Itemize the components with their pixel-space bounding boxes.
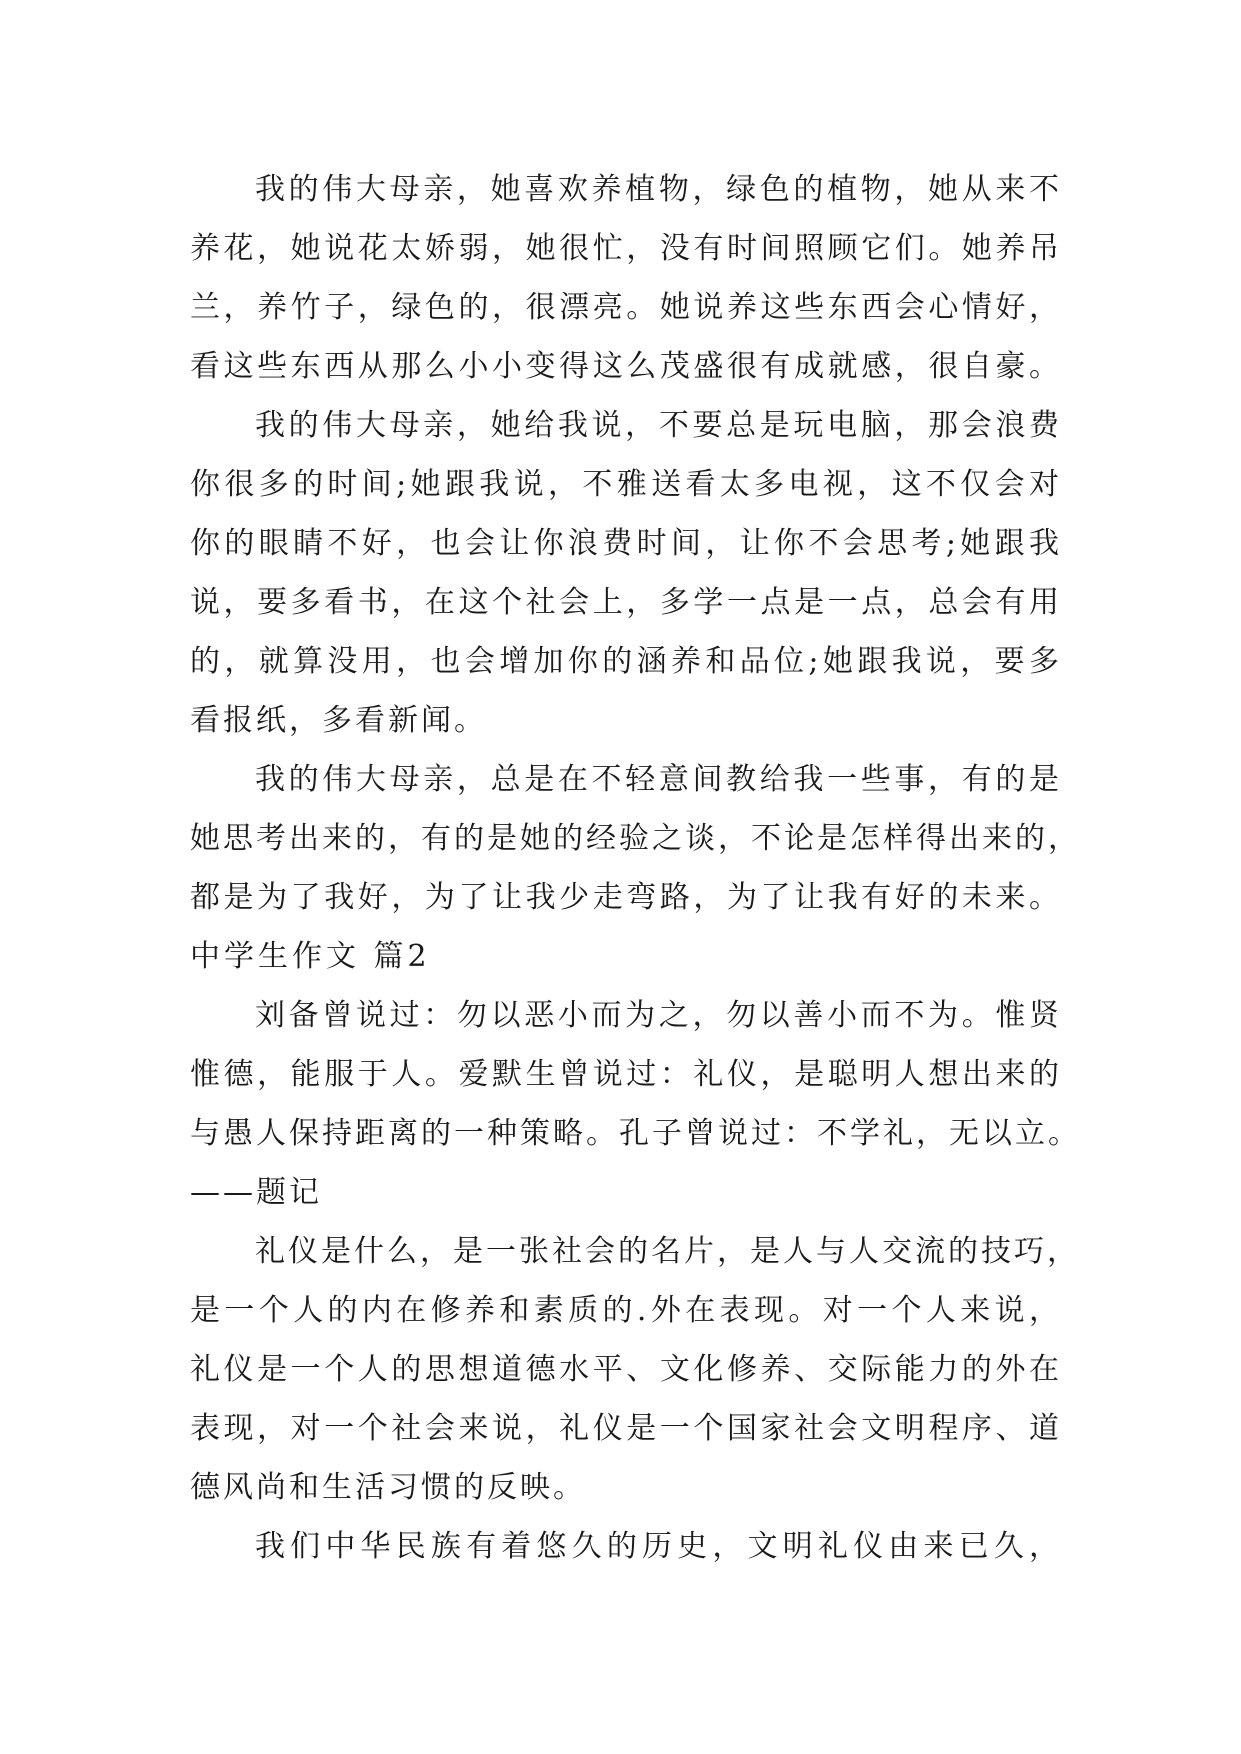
paragraph-line: 与愚人保持距离的一种策略。孔子曾说过：不学礼，无以立。: [190, 1116, 1081, 1151]
paragraph-line: 都是为了我好，为了让我少走弯路，为了让我有好的未来。: [190, 880, 1062, 915]
paragraph-line: 你的眼睛不好，也会让你浪费时间，让你不会思考;她跟我: [190, 526, 1062, 561]
document-body: [190, 160, 1081, 1576]
paragraph-line: 她思考出来的，有的是她的经验之谈，不论是怎样得出来的，: [190, 821, 1081, 856]
paragraph-line: 我们中华民族有着悠久的历史，文明礼仪由来已久，: [255, 1529, 1062, 1564]
paragraph-line: 说，要多看书，在这个社会上，多学一点是一点，总会有用: [190, 585, 1062, 620]
paragraph-line: 兰，养竹子，绿色的，很漂亮。她说养这些东西会心情好，: [190, 290, 1062, 325]
paragraph-line: 惟德，能服于人。爱默生曾说过：礼仪，是聪明人想出来的: [190, 1057, 1062, 1092]
paragraph-line: 表现，对一个社会来说，礼仪是一个国家社会文明程序、道: [190, 1411, 1062, 1446]
paragraph-line: 刘备曾说过：勿以恶小而为之，勿以善小而不为。惟贤: [255, 998, 1062, 1033]
paragraph-line: 礼仪是一个人的思想道德水平、文化修养、交际能力的外在: [190, 1352, 1062, 1387]
paragraph-line: 我的伟大母亲，总是在不轻意间教给我一些事，有的是: [255, 762, 1062, 797]
paragraph-line: 是一个人的内在修养和素质的.外在表现。对一个人来说，: [190, 1293, 1062, 1328]
paragraph-line: 的，就算没用，也会增加你的涵养和品位;她跟我说，要多: [190, 644, 1062, 679]
paragraph-line: 看报纸，多看新闻。: [190, 703, 487, 738]
paragraph-line: 德风尚和生活习惯的反映。: [190, 1470, 586, 1505]
paragraph-line: 你很多的时间;她跟我说，不雅送看太多电视，这不仅会对: [190, 467, 1062, 502]
paragraph-line: 我的伟大母亲，她给我说，不要总是玩电脑，那会浪费: [255, 408, 1062, 443]
paragraph-line: 我的伟大母亲，她喜欢养植物，绿色的植物，她从来不: [255, 172, 1062, 207]
epigraph-attribution: ——题记: [190, 1175, 322, 1210]
section-heading: 中学生作文 篇2: [190, 939, 431, 974]
paragraph-line: 礼仪是什么，是一张社会的名片，是人与人交流的技巧，: [255, 1234, 1080, 1269]
paragraph-line: 养花，她说花太娇弱，她很忙，没有时间照顾它们。她养吊: [190, 231, 1062, 266]
paragraph-line: 看这些东西从那么小小变得这么茂盛很有成就感，很自豪。: [190, 349, 1062, 384]
